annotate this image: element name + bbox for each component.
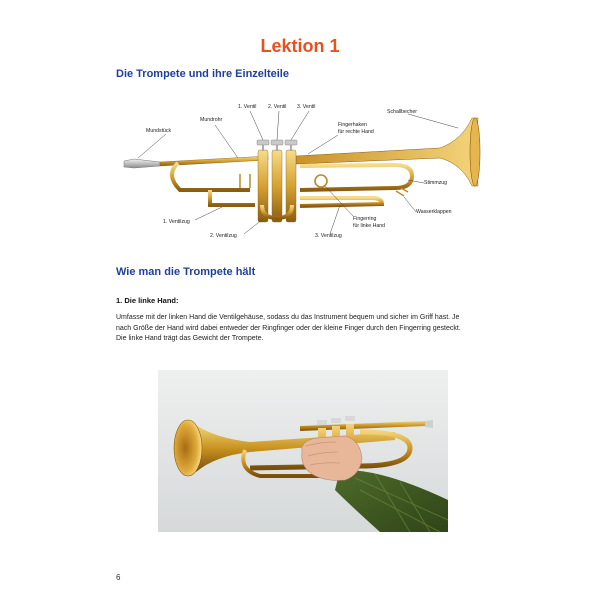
label-ventil-2: 2. Ventil <box>268 104 287 110</box>
label-stimmzug: Stimmzug <box>424 180 448 186</box>
label-ventil-3: 3. Ventil <box>297 104 316 110</box>
subheading-left-hand: 1. Die linke Hand: <box>116 296 179 305</box>
label-wasserklappen: Wasserklappen <box>416 209 452 215</box>
instruction-paragraph: Umfasse mit der linken Hand die Ventilgehäuse, sodass du das Instrument bequem und sicher im Griff hast. Je nach Größe der Hand wird dabei entweder der Ringfinger oder der kleine Finger durch den Fingerring gesteckt. Die linke Hand trägt das Gewicht der Trompete. <box>116 314 461 342</box>
label-mundrohr: Mundrohr <box>200 117 223 123</box>
lesson-title: Lektion 1 <box>260 36 340 56</box>
label-schallbecher: Schallbecher <box>387 109 417 115</box>
page-number: 6 <box>116 573 121 582</box>
section-heading-holding: Wie man die Trompete hält <box>116 266 256 278</box>
label-ventilzug-1: 1. Ventilzug <box>163 219 190 225</box>
section-heading-parts: Die Trompete und ihre Einzelteile <box>116 68 289 80</box>
label-mundstueck: Mundstück <box>146 128 172 134</box>
label-ventil-1: 1. Ventil <box>238 104 257 110</box>
label-fingerring: Fingerring für linke Hand <box>353 216 386 229</box>
label-fingerhaken: Fingerhaken für rechte Hand <box>338 122 374 135</box>
label-ventilzug-2: 2. Ventilzug <box>210 233 237 239</box>
label-ventilzug-3: 3. Ventilzug <box>315 233 342 239</box>
